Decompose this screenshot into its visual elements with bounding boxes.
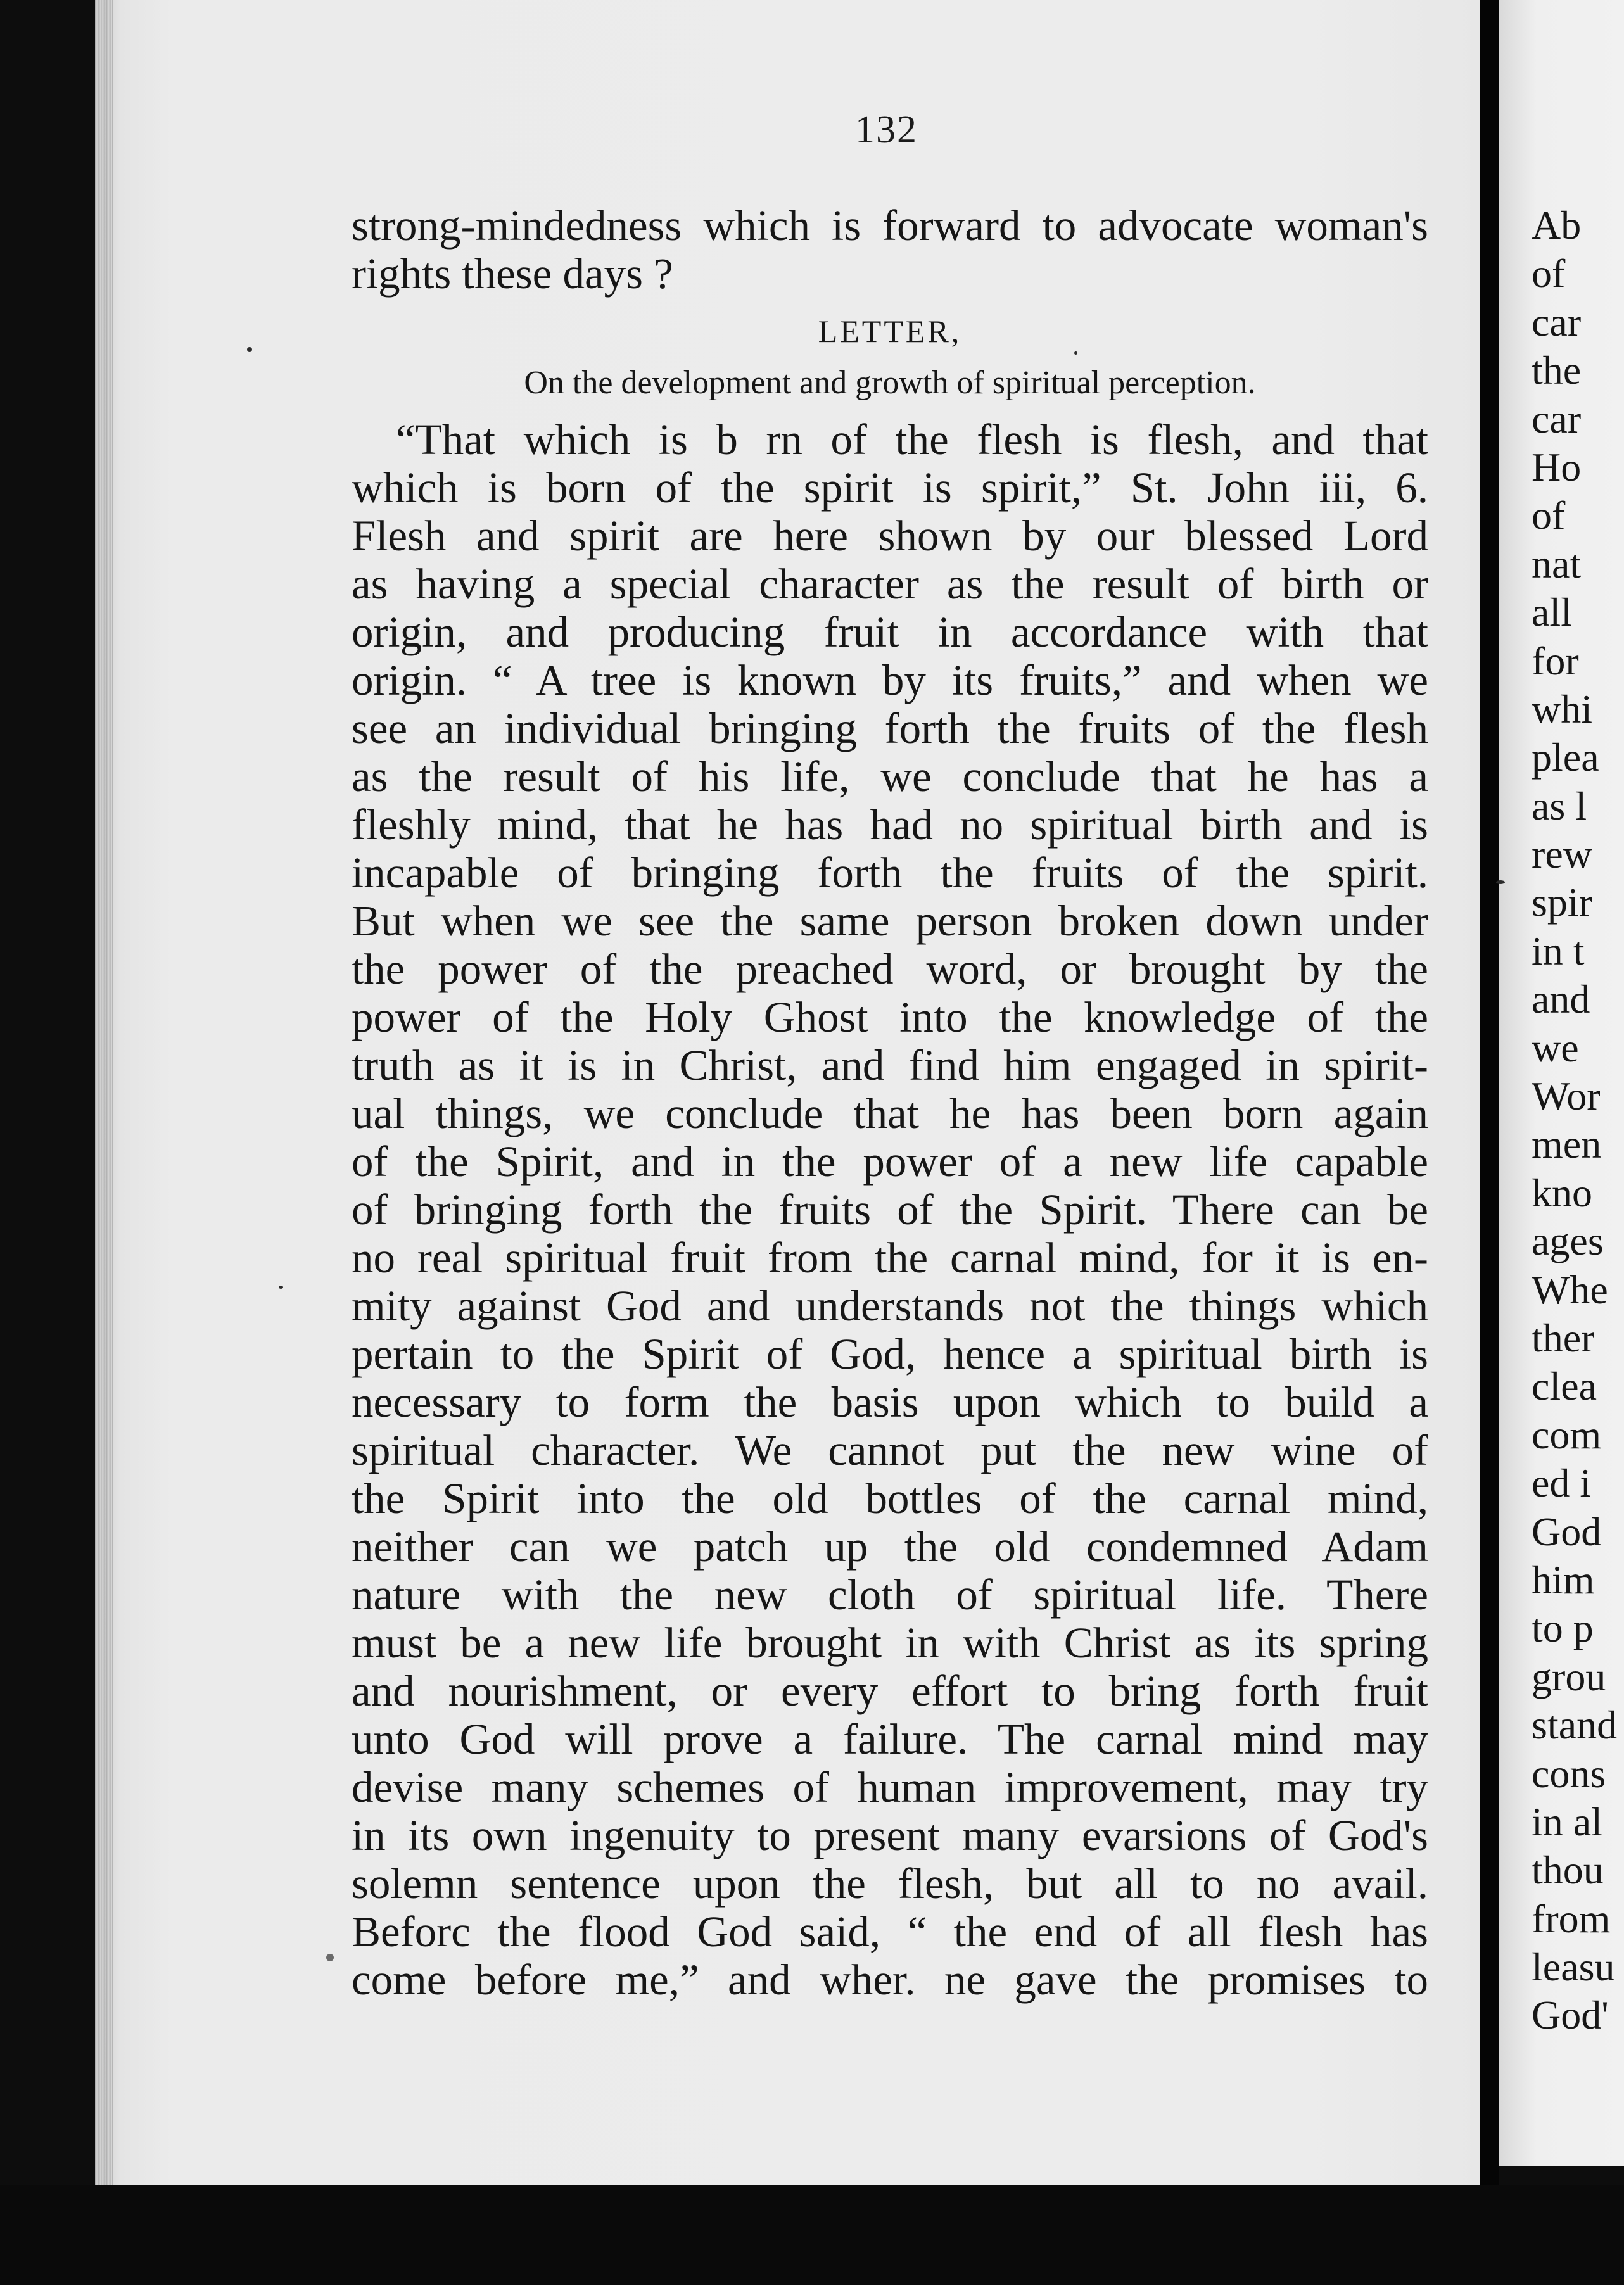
body-line: pertain to the Spirit of God, hence a spiritual birth is xyxy=(352,1330,1428,1378)
right-page-line: for xyxy=(1532,638,1579,683)
body-line: as having a special character as the result of birth or xyxy=(352,560,1428,608)
body-line: origin. “ A tree is known by its fruits,” and when we xyxy=(352,656,1428,704)
body-line: ual things, we conclude that he has been born again xyxy=(352,1089,1428,1137)
body-line: which is born of the spirit is spirit,” St. John iii, 6. xyxy=(352,464,1428,512)
body-line: origin, and producing fruit in accordance with that xyxy=(352,608,1428,656)
right-page-line: nat xyxy=(1532,541,1582,586)
right-page-line: to p xyxy=(1532,1605,1594,1651)
scan-speck xyxy=(1074,351,1077,355)
body-line: “That which is b rn of the flesh is flesh, and that xyxy=(396,415,1428,464)
scan-speck xyxy=(247,347,252,352)
right-page-line: all xyxy=(1532,590,1572,635)
scan-speck xyxy=(279,1286,283,1289)
body-line: of bringing forth the fruits of the Spirit. There can be xyxy=(352,1186,1428,1234)
body-line: in its own ingenuity to present many evarsions of God's xyxy=(352,1811,1428,1859)
body-line: of the Spirit, and in the power of a new life capable xyxy=(352,1137,1428,1186)
right-page-line: ages xyxy=(1532,1218,1604,1264)
body-line: incapable of bringing forth the fruits of the spirit. xyxy=(352,849,1428,897)
right-page-line: from xyxy=(1532,1896,1611,1941)
body-line: the Spirit into the old bottles of the carnal mind, xyxy=(352,1474,1428,1522)
right-page-line: com xyxy=(1532,1412,1602,1457)
right-page-line: God' xyxy=(1532,1992,1609,2038)
right-page-line: of xyxy=(1532,493,1566,538)
letter-body xyxy=(352,415,1428,2004)
right-page-line: of xyxy=(1532,251,1566,296)
right-page-line: whi xyxy=(1532,686,1592,731)
right-page-line: men xyxy=(1532,1122,1602,1167)
body-line: neither can we patch up the old condemned Adam xyxy=(352,1522,1428,1571)
right-page-line: in al xyxy=(1532,1799,1602,1844)
left-page-text xyxy=(352,201,1428,2004)
right-page-line: and xyxy=(1532,977,1590,1022)
right-page-line: rew xyxy=(1532,832,1592,877)
body-line: come before me,” and wher. ne gave the promises to xyxy=(352,1956,1428,2004)
body-line: devise many schemes of human improvement, may try xyxy=(352,1763,1428,1811)
right-page-line: God xyxy=(1532,1509,1602,1554)
body-line: mity against God and understands not the things which xyxy=(352,1282,1428,1330)
body-line: power of the Holy Ghost into the knowledge of the xyxy=(352,993,1428,1041)
body-line: and nourishment, or every effort to bring forth fruit xyxy=(352,1667,1428,1715)
body-line: truth as it is in Christ, and find him engaged in spirit- xyxy=(352,1041,1428,1089)
right-page-line: the xyxy=(1532,348,1582,393)
right-page-line: kno xyxy=(1532,1170,1592,1215)
letter-heading: LETTER, xyxy=(818,313,962,349)
body-line: But when we see the same person broken down under xyxy=(352,897,1428,945)
page-gutter xyxy=(1480,0,1499,2285)
right-page-line: as l xyxy=(1532,783,1587,828)
right-page-line: car xyxy=(1532,396,1582,441)
right-page-line: ed i xyxy=(1532,1460,1592,1506)
right-page-line: grou xyxy=(1532,1654,1606,1699)
right-page-line: Whe xyxy=(1532,1267,1608,1312)
body-line: spiritual character. We cannot put the new wine of xyxy=(352,1426,1428,1474)
right-page-line: spir xyxy=(1532,880,1592,925)
body-line: necessary to form the basis upon which to build a xyxy=(352,1378,1428,1426)
body-line: must be a new life brought in with Christ as its spring xyxy=(352,1619,1428,1667)
right-page-line: thou xyxy=(1532,1847,1604,1893)
right-page-line: Ho xyxy=(1532,444,1582,490)
page-number: 132 xyxy=(855,108,918,151)
body-line: see an individual bringing forth the fruits of the flesh xyxy=(352,704,1428,752)
scan-speck xyxy=(326,1954,334,1961)
right-page-line: Wor xyxy=(1532,1073,1601,1119)
right-page-line: cons xyxy=(1532,1750,1606,1796)
scan-speck xyxy=(1496,880,1505,884)
body-line: the power of the preached word, or brought by the xyxy=(352,945,1428,993)
body-line: as the result of his life, we conclude that he has a xyxy=(352,752,1428,801)
right-page-line: Ab xyxy=(1532,203,1582,248)
right-page-line: leasu xyxy=(1532,1944,1615,1990)
right-page-line: in t xyxy=(1532,928,1585,973)
right-page-line: we xyxy=(1532,1025,1579,1070)
right-page-line: car xyxy=(1532,299,1582,345)
right-page-line: clea xyxy=(1532,1364,1597,1409)
letter-subheading: On the development and growth of spiritual perception. xyxy=(524,365,1256,401)
right-page-line: plea xyxy=(1532,735,1599,780)
right-page-line: him xyxy=(1532,1557,1595,1602)
body-line: solemn sentence upon the flesh, but all to no avail. xyxy=(352,1859,1428,1908)
body-line: Beforc the flood God said, “ the end of all flesh has xyxy=(352,1908,1428,1956)
scan-bottom-edge xyxy=(0,2185,1624,2285)
intro-line: strong-mindedness which is forward to advocate woman's xyxy=(352,201,1428,250)
right-page-line: stand xyxy=(1532,1702,1618,1748)
body-line: nature with the new cloth of spiritual life. There xyxy=(352,1571,1428,1619)
right-page-text xyxy=(1532,201,1624,2040)
body-line: unto God will prove a failure. The carnal mind may xyxy=(352,1715,1428,1763)
body-line: no real spiritual fruit from the carnal mind, for it is en- xyxy=(352,1234,1428,1282)
intro-line: rights these days ? xyxy=(352,250,673,298)
body-line: fleshly mind, that he has had no spiritual birth and is xyxy=(352,801,1428,849)
body-line: Flesh and spirit are here shown by our blessed Lord xyxy=(352,512,1428,560)
right-page-line: ther xyxy=(1532,1315,1595,1360)
